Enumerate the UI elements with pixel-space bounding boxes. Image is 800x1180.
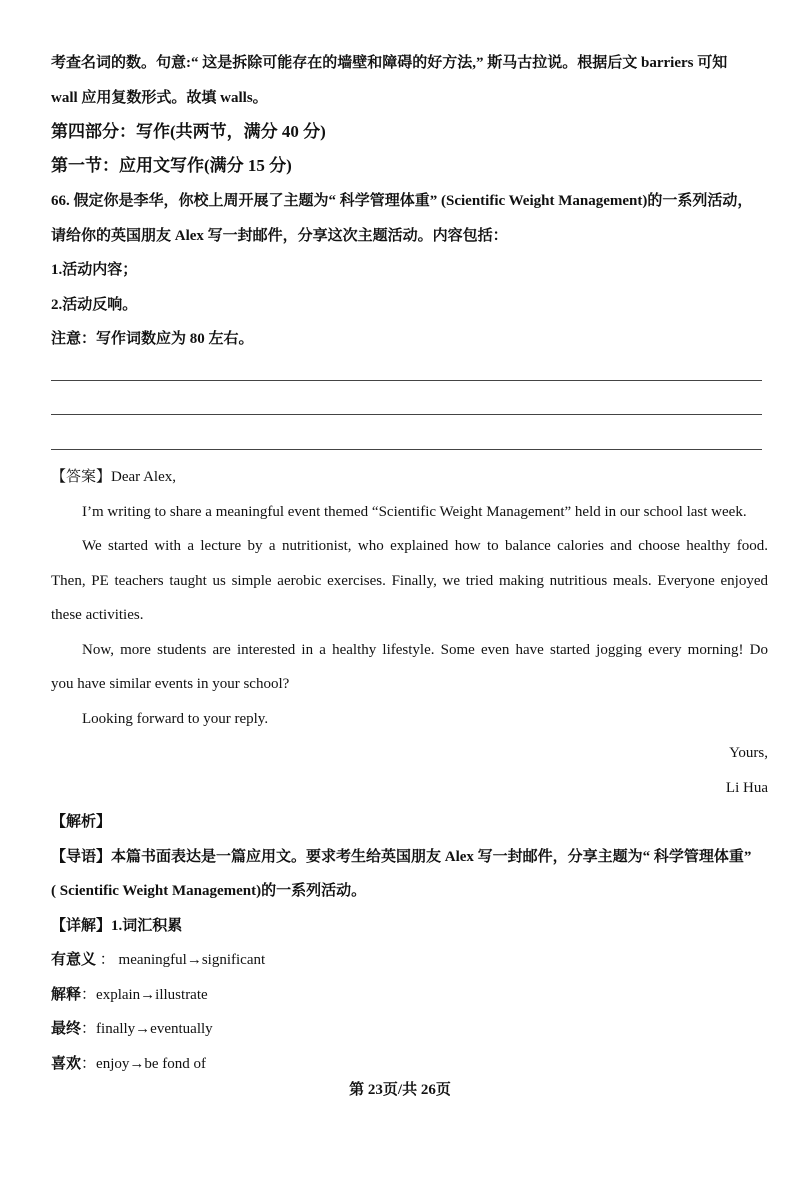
letter-greeting: Dear Alex,: [111, 469, 176, 485]
question-line-1: 66. 假定你是李华，你校上周开展了主题为“ 科学管理体重” (Scientific Weight Management)的一系列活动，: [51, 193, 753, 209]
letter-paragraph-3-line-1: Now, more students are interested in a healthy lifestyle. Some even have started jogging every morning! Do: [82, 642, 768, 658]
vocab-sep: ：: [81, 1056, 97, 1072]
prev-answer-line-1: 考查名词的数。句意:“ 这是拆除可能存在的墙壁和障碍的好方法,” 斯马古拉说。根据后文 barriers 可知: [51, 55, 728, 71]
vocab-item: [51, 1054, 206, 1074]
question-point-2: 2.活动反响。: [51, 297, 138, 313]
part4-title: 第四部分：写作(共两节，满分 40 分): [51, 122, 326, 141]
detail-title: 1.词汇积累: [111, 918, 183, 934]
guide-tag: 【导语】: [51, 849, 112, 865]
letter-signature: Li Hua: [725, 780, 768, 796]
vocab-item: [51, 950, 265, 970]
prev-answer-line-2: wall 应用复数形式。故填 walls。: [51, 90, 268, 106]
vocab-value: finally→eventually: [96, 1021, 213, 1037]
guide-text-1: 本篇书面表达是一篇应用文。要求考生给英国朋友 Alex 写一封邮件，分享主题为“ 科学管理体重”: [111, 849, 752, 865]
letter-paragraph-2-line-3: these activities.: [51, 607, 144, 623]
vocab-sep: ：: [81, 987, 97, 1003]
section1-title: 第一节：应用文写作(满分 15 分): [51, 156, 292, 175]
detail-line: [51, 916, 182, 936]
vocab-sep: ：: [81, 1021, 97, 1037]
writing-line-2: [51, 414, 762, 415]
question-line-2: 请给你的英国朋友 Alex 写一封邮件，分享这次主题活动。内容包括：: [51, 228, 508, 244]
vocab-value: explain→illustrate: [96, 987, 208, 1003]
vocab-term: 有意义: [51, 952, 97, 968]
answer-tag: 【答案】: [51, 469, 112, 485]
letter-paragraph-4: Looking forward to your reply.: [82, 711, 269, 727]
letter-paragraph-3-line-2: you have similar events in your school?: [51, 676, 290, 692]
guide-line-1: [51, 847, 751, 867]
analysis-tag: 【解析】: [51, 814, 112, 830]
detail-tag: 【详解】: [51, 918, 112, 934]
question-point-1: 1.活动内容；: [51, 262, 138, 278]
writing-line-3: [51, 449, 762, 450]
page-number: 第 23页/共 26页: [349, 1082, 451, 1098]
vocab-term: 解释: [51, 987, 82, 1003]
vocab-term: 喜欢: [51, 1056, 82, 1072]
vocab-value: meaningful→significant: [118, 952, 266, 968]
letter-paragraph-1: I’m writing to share a meaningful event themed “Scientific Weight Management” held in our school last week.: [82, 504, 747, 520]
letter-paragraph-2-line-2: Then, PE teachers taught us simple aerobic exercises. Finally, we tried making nutritious meals. Everyone enjoyed: [51, 573, 768, 589]
letter-paragraph-2-line-1: We started with a lecture by a nutritionist, who explained how to balance calories and choose healthy food.: [82, 538, 768, 554]
letter-closing: Yours,: [729, 745, 768, 761]
vocab-item: [51, 1019, 213, 1039]
writing-line-1: [51, 380, 762, 381]
vocab-term: 最终: [51, 1021, 82, 1037]
vocab-item: [51, 985, 208, 1005]
vocab-value: enjoy→be fond of: [96, 1056, 207, 1072]
answer-start: [51, 467, 176, 487]
guide-line-2: ( Scientific Weight Management)的一系列活动。: [51, 883, 367, 899]
vocab-sep: ：: [96, 952, 119, 968]
question-note: 注意：写作词数应为 80 左右。: [51, 331, 254, 347]
